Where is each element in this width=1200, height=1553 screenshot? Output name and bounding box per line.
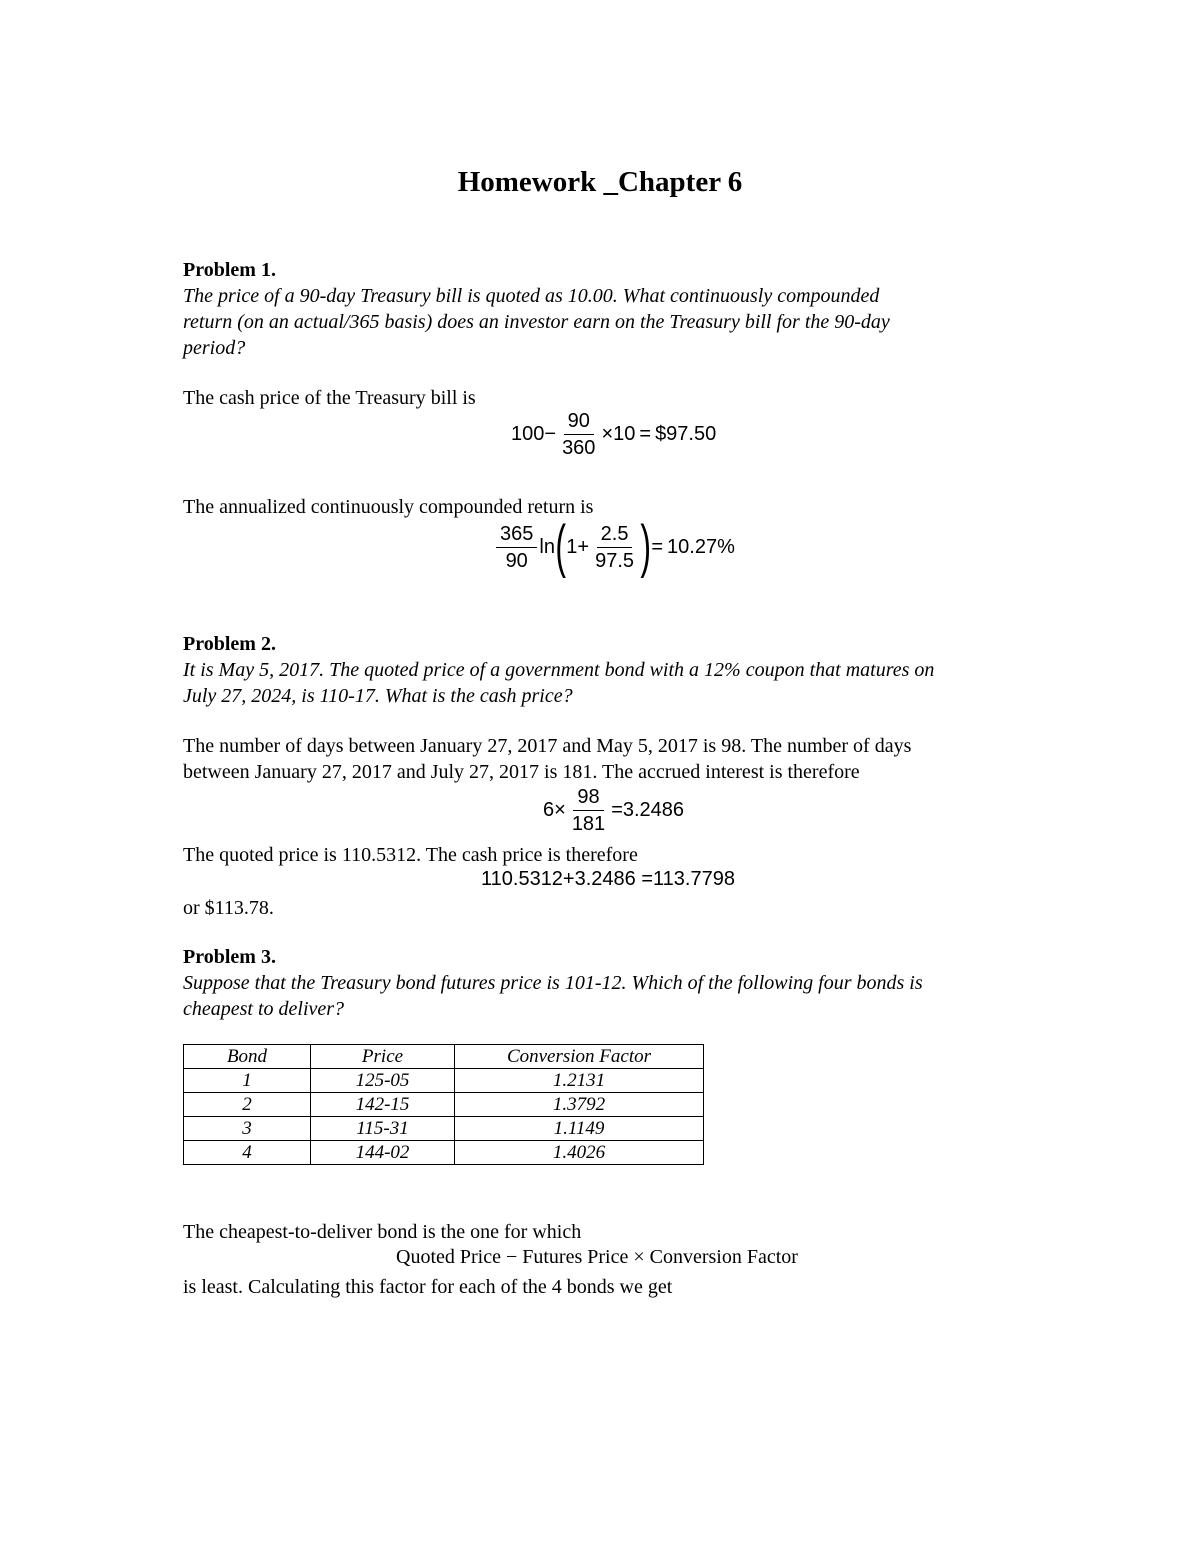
header-price: Price [311,1045,455,1069]
cell-conversion-factor: 1.3792 [455,1093,704,1117]
eq2-numerator-1: 365 [496,523,537,548]
cell-conversion-factor: 1.2131 [455,1069,704,1093]
problem-2-final-line: or $113.78. [183,897,274,919]
eq1-denominator: 360 [562,437,596,459]
eq2-right-paren: ) [640,514,652,579]
eq1-term: 100 [511,423,545,445]
cell-bond: 4 [184,1141,311,1165]
cash-price-intro: The cash price of the Treasury bill is [183,387,476,409]
bond-table [183,1044,704,1165]
problem-1-question-line-1: The price of a 90-day Treasury bill is quoted as 10.00. What continuously compounded [183,285,880,307]
eq2-one: 1 [566,535,578,558]
header-bond: Bond [184,1045,311,1069]
cell-price: 144-02 [311,1141,455,1165]
table-header-row [184,1045,704,1069]
eq1-fraction [558,410,599,459]
ctd-formula: Quoted Price − Futures Price × Conversion Factor [396,1246,798,1268]
equation-cash-price [511,410,716,459]
eq3-numerator: 98 [573,786,603,811]
ctd-intro: The cheapest-to-deliver bond is the one for which [183,1221,582,1243]
cell-bond: 3 [184,1117,311,1141]
eq3-term: 6× [543,799,566,821]
eq2-numerator-2: 2.5 [597,523,633,548]
eq3-equals: = [611,799,623,821]
cell-bond: 2 [184,1093,311,1117]
table-row [184,1069,704,1093]
eq2-result: 10.27% [667,535,735,558]
eq3-fraction [568,786,609,835]
problem-3-heading: Problem 3. [183,946,276,968]
eq2-fraction-2 [591,523,638,572]
eq2-left-paren: ( [555,514,566,579]
eq2-denominator-2: 97.5 [595,549,635,572]
cell-conversion-factor: 1.4026 [455,1141,704,1165]
equation-accrued-interest [543,786,684,835]
least-line: is least. Calculating this factor for each of the 4 bonds we get [183,1276,673,1298]
problem-3-question-line-2: cheapest to deliver? [183,998,345,1020]
table-row [184,1141,704,1165]
problem-2-body-line-2: between January 27, 2017 and July 27, 2017 is 181. The accrued interest is therefore [183,761,860,783]
problem-3-question-line-1: Suppose that the Treasury bond futures price is 101-12. Which of the following four bonds is [183,972,923,994]
cell-price: 125-05 [311,1069,455,1093]
eq2-ln: ln [539,535,555,558]
equation-cash-price-total: 110.5312+3.2486 =113.7798 [481,868,735,890]
problem-1-question-line-2: return (on an actual/365 basis) does an investor earn on the Treasury bill for the 90-day [183,311,890,333]
problem-2-question-line-2: July 27, 2024, is 110-17. What is the cash price? [183,685,573,707]
table-row [184,1093,704,1117]
eq2-fraction-1 [496,523,537,572]
eq2-plus: + [577,535,590,558]
cell-price: 142-15 [311,1093,455,1117]
cell-bond: 1 [184,1069,311,1093]
eq3-denominator: 181 [571,813,606,835]
cell-price: 115-31 [311,1117,455,1141]
eq1-times: ×10 [601,423,636,445]
eq1-equals: = [639,423,652,445]
eq1-result: $97.50 [655,423,717,445]
annualized-intro: The annualized continuously compounded return is [183,496,594,518]
equation-annualized-return [494,514,735,579]
problem-2-body-line-1: The number of days between January 27, 2017 and May 5, 2017 is 98. The number of days [183,735,912,757]
cell-conversion-factor: 1.1149 [455,1117,704,1141]
eq1-minus: − [544,423,557,445]
problem-1-question-line-3: period? [183,337,246,359]
problem-1-heading: Problem 1. [183,259,276,281]
eq3-result: 3.2486 [622,799,685,821]
problem-2-heading: Problem 2. [183,633,276,655]
table-row [184,1117,704,1141]
header-conversion-factor: Conversion Factor [455,1045,704,1069]
problem-2-question-line-1: It is May 5, 2017. The quoted price of a government bond with a 12% coupon that matures on [183,659,935,681]
quoted-price-line: The quoted price is 110.5312. The cash price is therefore [183,844,638,866]
eq1-numerator: 90 [564,410,594,435]
eq2-denominator-1: 90 [505,549,528,572]
eq2-equals: = [651,535,664,558]
page-title: Homework _Chapter 6 [457,166,743,198]
